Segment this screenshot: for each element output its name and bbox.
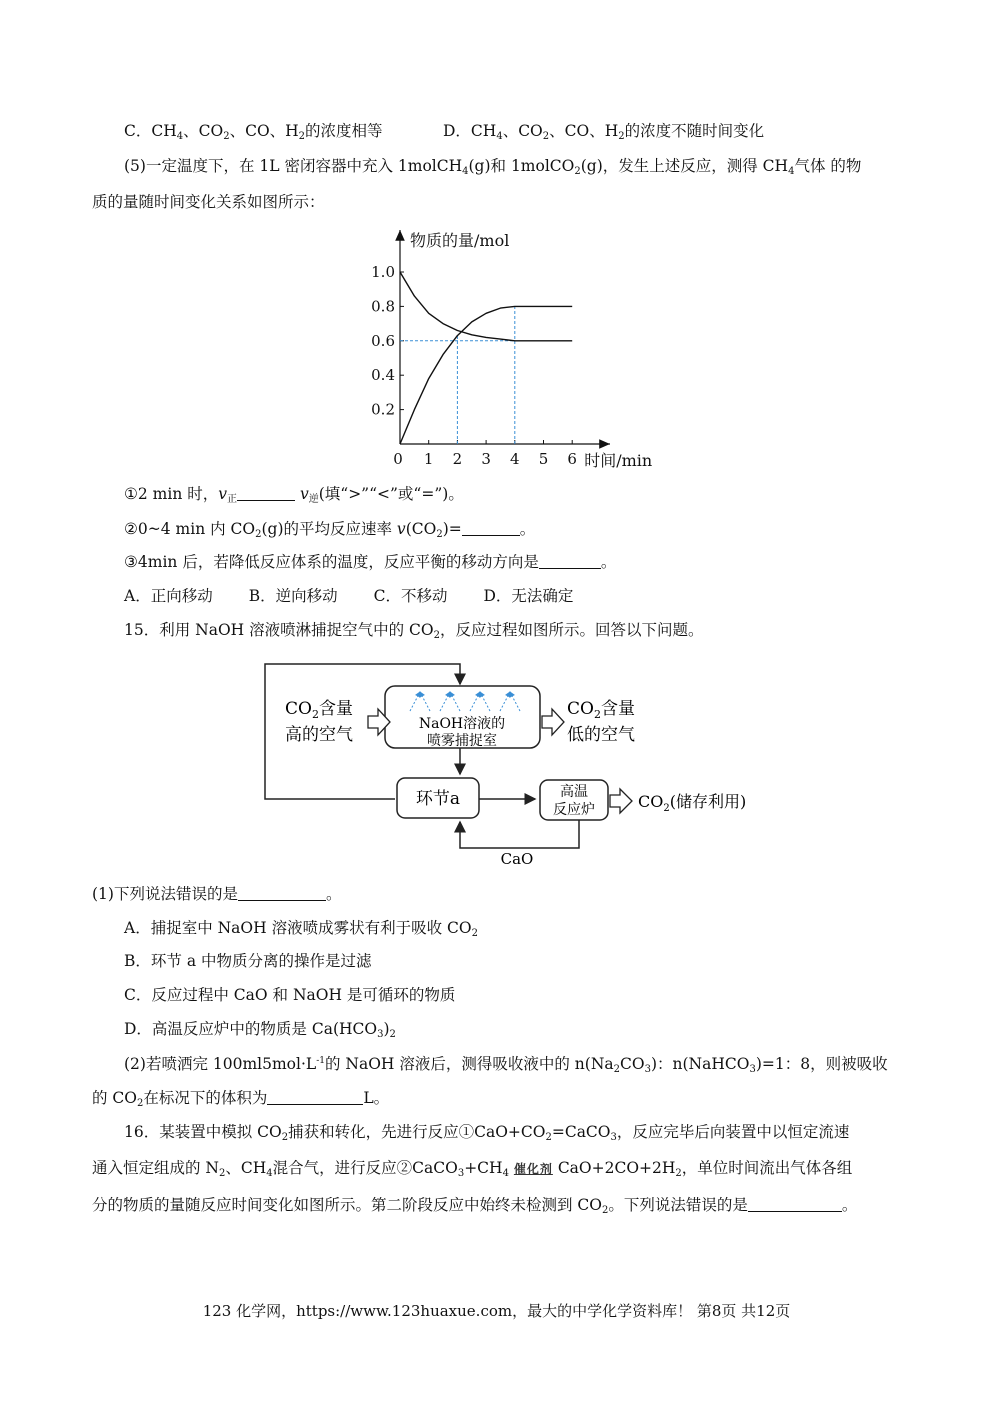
y-tick-label: 1.0 xyxy=(371,263,395,281)
page-footer: 123 化学网，https://www.123huaxue.com，最大的中学化学资料库！ 第8页 共12页 xyxy=(202,1302,791,1320)
option-d: D．无法确定 xyxy=(483,587,574,605)
right-air-label-2: 低的空气 xyxy=(567,725,635,745)
q14-option-d: D．$CH_4$、$CO_2$、CO、$H_2$的浓度不随时间变化 xyxy=(443,122,765,142)
cao-label: CaO xyxy=(500,850,534,868)
x-tick-label: 4 xyxy=(510,450,520,468)
q15-option-d: D．高温反应炉中的物质是 $Ca(HCO_3)_2$ xyxy=(124,1020,396,1040)
q15-p1: (1)下列说法错误的是 。 xyxy=(92,885,342,903)
output-arrow xyxy=(610,789,632,813)
x-tick-label: 1 xyxy=(423,450,434,468)
furnace-label-1: 高温 xyxy=(560,784,588,800)
furnace-label-2: 反应炉 xyxy=(553,802,595,818)
q15-stem: 15．利用 NaOH 溶液喷淋捕捉空气中的 $CO_2$，反应过程如图所示。回答以下问题。 xyxy=(124,621,704,641)
q14-option-c: C．$CH_4$、$CO_2$、CO、$H_2$的浓度相等 xyxy=(124,122,383,142)
catalyst-label: 催化剂 xyxy=(513,1162,553,1176)
left-air-label-1: $CO_2$含量 xyxy=(285,699,353,721)
q16-line2: 通入恒定组成的 $N_2$、$CH_4$混合气，进行反应$②CaCO_3+CH_4$ 催化剂 $CaO+2CO+2H_2$，单位时间流出气体各组 xyxy=(92,1159,853,1179)
q15-option-c: C．反应过程中 CaO 和 NaOH 是可循环的物质 xyxy=(124,986,456,1004)
x-tick-label: 6 xyxy=(567,450,577,468)
x-tick-label: 2 xyxy=(452,450,463,468)
q16-line1: 16．某装置中模拟 $CO_2$捕获和转化，先进行反应$①CaO+CO_2=CaCO_3$，反应完毕后向装置中以恒定流速 xyxy=(124,1123,850,1143)
q15-p2-line1: (2)若喷洒完 $100ml5mol\cdot L^{-1}$的 NaOH 溶液后，测得吸收液中的 $n(Na_2CO_3)$：n(NaHCO$_3$)=1：8，则被吸收 xyxy=(124,1055,888,1075)
x-tick-label: 5 xyxy=(538,450,549,468)
outflow-arrow xyxy=(542,709,564,735)
y-tick-label: 0.2 xyxy=(371,400,395,419)
q16-line3: 分的物质的量随反应时间变化如图所示。第二阶段反应中始终未检测到 $CO_2$。下列说法错误的是 。 xyxy=(92,1196,858,1216)
option-c: C．不移动 xyxy=(373,587,448,605)
x-tick-label: 3 xyxy=(481,450,491,468)
q15-option-a: A．捕捉室中 NaOH 溶液喷成雾状有利于吸收 $CO_2$ xyxy=(124,919,478,939)
y-tick-label: 0.6 xyxy=(371,331,395,350)
co2-capture-diagram xyxy=(255,656,775,871)
option-b: B．逆向移动 xyxy=(248,587,338,605)
output-label: $CO_2$(储存利用) xyxy=(638,792,747,814)
q14-5-sub3: ③4min 后，若降低反应体系的温度，反应平衡的移动方向是 。 xyxy=(124,553,617,571)
amount-time-chart xyxy=(360,222,670,474)
q14-5-sub1: ①2 min 时，$v_正$ $v_逆$(填“>”“<”或“=”)。 xyxy=(124,485,464,505)
cao-loop-line xyxy=(460,820,579,848)
y-axis-label: 物质的量/mol xyxy=(410,231,510,250)
x-axis-label: 时间/min xyxy=(584,451,653,470)
chamber-label-2: 喷雾捕捉室 xyxy=(427,733,497,749)
x-tick-label: 0 xyxy=(393,450,403,468)
q14-5-options xyxy=(124,586,609,606)
step-a-label: 环节a xyxy=(415,789,461,809)
q14-5-sub2: ②0~4 min 内 $CO_2(g)$的平均反应速率 $v(CO_2)=$ 。 xyxy=(124,520,536,540)
series-line-2 xyxy=(400,306,572,444)
q15-p2-line2: 的 $CO_2$在标况下的体积为 L。 xyxy=(92,1089,390,1109)
y-tick-label: 0.8 xyxy=(371,297,395,316)
chamber-label-1: NaOH溶液的 xyxy=(418,716,506,732)
q14-5-intro-line2: 质的量随时间变化关系如图所示： xyxy=(92,193,325,211)
option-a: A．正向移动 xyxy=(124,587,213,605)
y-tick-label: 0.4 xyxy=(371,366,395,385)
q15-option-b: B．环节 a 中物质分离的操作是过滤 xyxy=(124,952,372,970)
right-air-label-1: $CO_2$含量 xyxy=(567,699,635,721)
left-air-label-2: 高的空气 xyxy=(285,725,353,745)
q14-5-intro-line1: (5)一定温度下，在 1L 密闭容器中充入 1molCH$_4$(g)和 1molCO$_2$(g)，发生上述反应，测得 $CH_4$气体 的物 xyxy=(124,157,862,177)
